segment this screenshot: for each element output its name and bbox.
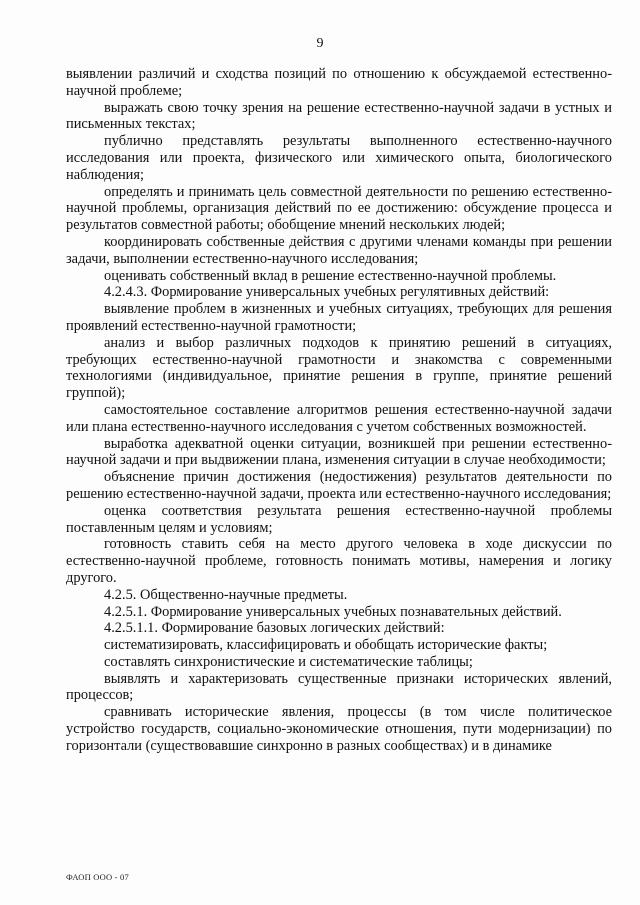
paragraph: оценивать собственный вклад в решение естественно-научной проблемы. xyxy=(104,267,557,284)
section-heading: 4.2.4.3. Формирование универсальных учебных регулятивных действий: xyxy=(104,284,550,301)
paragraph: выявлять и характеризовать существенные признаки исторических явлений, процессов; xyxy=(66,670,612,704)
paragraph: публично представлять результаты выполненного естественно-научного исследования или проекта, физического или химического опыта, биологического наблюдения; xyxy=(66,133,612,183)
paragraph-continuation: выявлении различий и сходства позиций по отношению к обсуждаемой естественно-научной проблеме; xyxy=(66,66,612,99)
paragraph: определять и принимать цель совместной деятельности по решению естественно-научной проблемы, организация действий по ее достижению: обсуждение процесса и результатов совместной работы; обобщение мнений нескольких людей; xyxy=(66,183,612,234)
paragraph: объяснение причин достижения (недостижения) результатов деятельности по решению естественно-научной задачи, проекта или естественно-научного исследования; xyxy=(66,469,612,502)
paragraph: систематизировать, классифицировать и обобщать исторические факты; xyxy=(104,637,548,654)
paragraph: выработка адекватной оценки ситуации, возникшей при решении естественно-научной задачи и при выдвижении плана, изменения ситуации в случае необходимости; xyxy=(66,435,612,469)
paragraph: составлять синхронистические и систематические таблицы; xyxy=(104,653,473,670)
section-heading: 4.2.5.1.1. Формирование базовых логических действий: xyxy=(104,620,445,637)
paragraph: самостоятельное составление алгоритмов решения естественно-научной задачи или плана естественно-научного исследования с учетом собственных возможностей. xyxy=(66,401,612,435)
paragraph: анализ и выбор различных подходов к принятию решений в ситуациях, требующих естественно-научной грамотности и знакомства с современными технологиями (индивидуальное, принятие решения в группе, принятие решений группой); xyxy=(66,334,612,402)
paragraph: координировать собственные действия с другими членами команды при решении задачи, выполнении естественно-научного исследования; xyxy=(66,233,612,267)
section-heading: 4.2.5. Общественно-научные предметы. xyxy=(104,586,348,603)
page-number: 9 xyxy=(316,36,324,51)
paragraph: готовность ставить себя на место другого человека в ходе дискуссии по естественно-научной проблеме, готовность понимать мотивы, намерения и логику другого. xyxy=(66,536,612,586)
footer-document-code: ФАОП ООО - 07 xyxy=(66,872,129,882)
paragraph: выявление проблем в жизненных и учебных ситуациях, требующих для решения проявлений естественно-научной грамотности; xyxy=(66,301,612,334)
paragraph: выражать свою точку зрения на решение естественно-научной задачи в устных и письменных текстах; xyxy=(66,99,612,133)
paragraph: сравнивать исторические явления, процессы (в том числе политическое устройство государств, социально-экономические отношения, пути модернизации) по горизонтали (существовавшие синхронно в разных сообществах) и в динамике xyxy=(66,704,612,754)
document-body xyxy=(66,66,612,755)
section-heading: 4.2.5.1. Формирование универсальных учебных познавательных действий. xyxy=(104,603,562,620)
paragraph: оценка соответствия результата решения естественно-научной проблемы поставленным целям и условиям; xyxy=(66,502,612,536)
